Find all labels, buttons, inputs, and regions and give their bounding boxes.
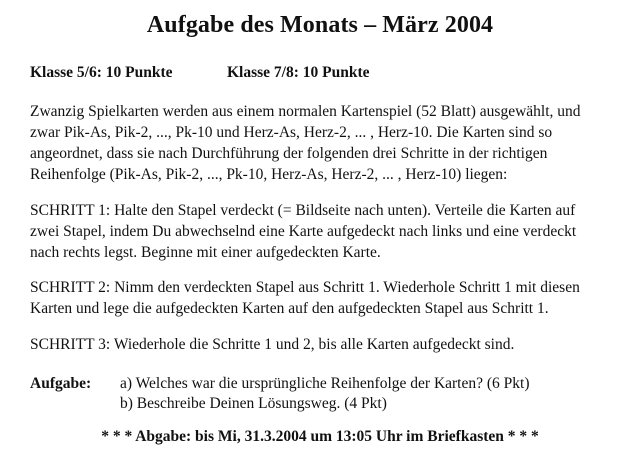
class-7-8-points: Klasse 7/8: 10 Punkte xyxy=(227,64,370,81)
step3-paragraph xyxy=(30,334,626,355)
step1-line: zwei Stapel, indem Du abwechselnd eine Karte aufgedeckt nach links und eine verdeckt xyxy=(30,223,577,240)
step1-line: nach rechts legst. Beginne mit einer aufgedeckten Karte. xyxy=(30,244,381,261)
intro-paragraph xyxy=(30,101,626,185)
step1-paragraph xyxy=(30,200,626,263)
step3-line: SCHRITT 3: Wiederhole die Schritte 1 und 2, bis alle Karten aufgedeckt sind. xyxy=(30,336,515,353)
intro-line: angeordnet, dass sie nach Durchführung der folgenden drei Schritte in der richtigen xyxy=(30,145,548,162)
class-5-6-points: Klasse 5/6: 10 Punkte xyxy=(30,64,173,81)
deadline-notice: * * * Abgabe: bis Mi, 31.3.2004 um 13:05 Uhr im Briefkasten * * * xyxy=(101,428,539,445)
task-items xyxy=(120,374,530,414)
task-label: Aufgabe: xyxy=(30,375,92,392)
class-points-line xyxy=(30,64,370,82)
intro-line: zwar Pik-As, Pik-2, ..., Pk-10 und Herz-As, Herz-2, ... , Herz-10. Die Karten sind so xyxy=(30,124,553,141)
step2-line: SCHRITT 2: Nimm den verdeckten Stapel aus Schritt 1. Wiederhole Schritt 1 mit diesen xyxy=(30,279,580,296)
page-title: Aufgabe des Monats – März 2004 xyxy=(146,12,494,38)
intro-line: Reihenfolge (Pik-As, Pik-2, ..., Pk-10, Herz-As, Herz-2, ... , Herz-10) liegen: xyxy=(30,166,508,183)
task-item-b: b) Beschreibe Deinen Lösungsweg. (4 Pkt) xyxy=(120,395,387,412)
step1-line: SCHRITT 1: Halte den Stapel verdeckt (= Bildseite nach unten). Verteile die Karten auf xyxy=(30,202,576,219)
task-item-a: a) Welches war die ursprüngliche Reihenfolge der Karten? (6 Pkt) xyxy=(120,375,530,392)
intro-line: Zwanzig Spielkarten werden aus einem normalen Kartenspiel (52 Blatt) ausgewählt, und xyxy=(30,103,581,120)
step2-line: Karten und lege die aufgedeckten Karten auf den aufgedeckten Stapel aus Schritt 1. xyxy=(30,300,549,317)
step2-paragraph xyxy=(30,277,626,319)
